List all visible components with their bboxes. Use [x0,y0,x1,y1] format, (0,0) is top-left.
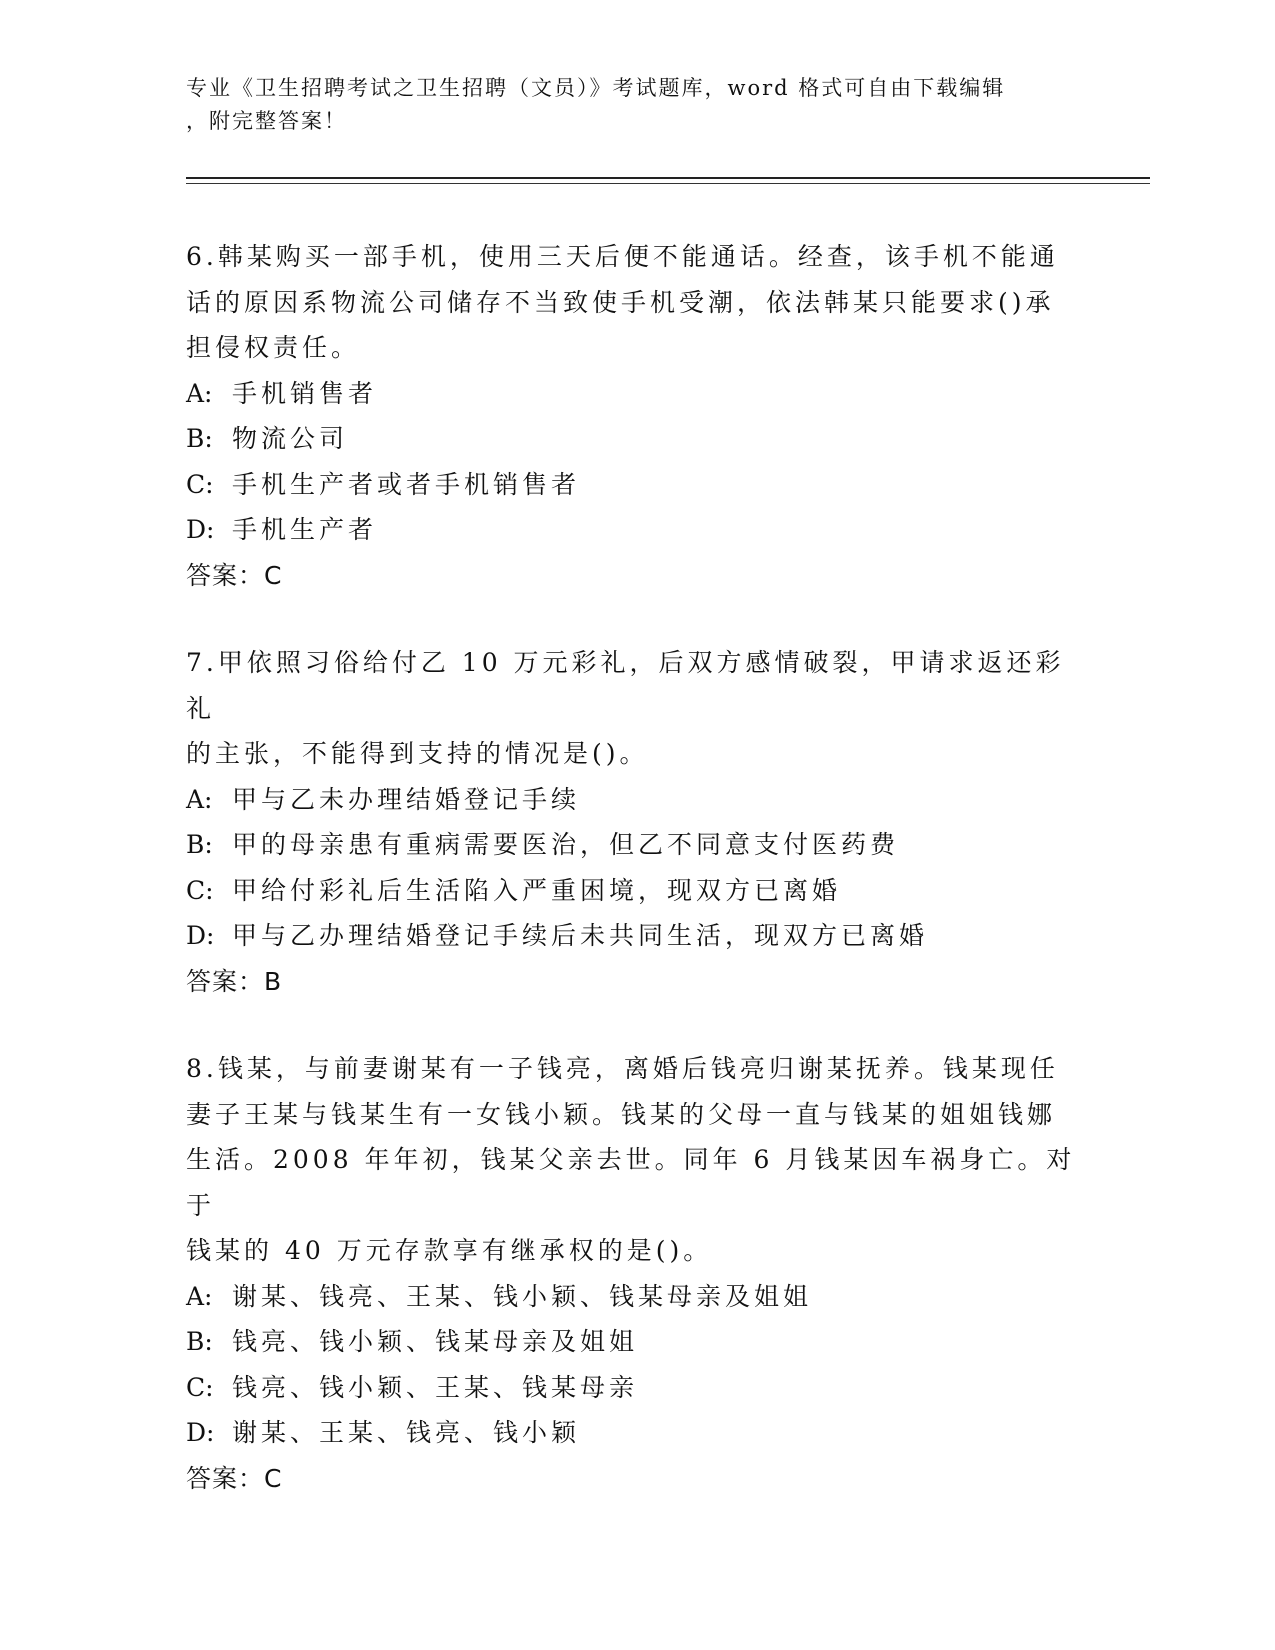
option-text: 谢某、钱亮、王某、钱小颖、钱某母亲及姐姐 [232,1281,813,1311]
answer: 答案：C [186,1463,283,1493]
option-label: D: [186,515,215,544]
option-c [186,462,1086,508]
option-text: 钱亮、钱小颖、王某、钱某母亲 [232,1372,639,1402]
option-d [186,507,1086,553]
question-stem-line: 妻子王某与钱某生有一女钱小颖。钱某的父母一直与钱某的姐姐钱娜 [186,1099,1057,1129]
option-text: 手机生产者 [232,515,378,544]
header-line-1: 专业《卫生招聘考试之卫生招聘（文员）》考试题库，word 格式可自由下载编辑 [186,76,1006,100]
answer: 答案：C [186,560,283,590]
option-text: 谢某、王某、钱亮、钱小颖 [232,1418,581,1447]
option-d [186,1410,1086,1456]
option-a [186,1274,1086,1320]
header-divider-thick [186,177,1150,179]
option-text: 钱亮、钱小颖、钱某母亲及姐姐 [232,1327,639,1356]
option-label: C: [186,469,214,499]
option-label: D: [186,1418,215,1447]
answer: 答案：B [186,966,283,996]
header-line-2: ，附完整答案！ [186,109,347,133]
option-text: 物流公司 [232,424,349,453]
option-label: C: [186,1372,214,1402]
option-c [186,868,1086,914]
option-text: 甲的母亲患有重病需要医治，但乙不同意支付医药费 [232,830,900,859]
option-label: B: [186,424,213,453]
option-text: 手机销售者 [232,378,378,408]
option-text: 甲与乙未办理结婚登记手续 [232,784,581,814]
option-label: A: [186,378,213,408]
question-stem-line: 的主张，不能得到支持的情况是()。 [186,739,649,768]
option-a [186,777,1086,823]
question-stem-line: 7.甲依照习俗给付乙 10 万元彩礼，后双方感情破裂，甲请求返还彩礼 [186,648,1065,723]
header-divider-thin [186,183,1150,184]
option-a [186,371,1086,417]
question-stem-line: 钱某的 40 万元存款享有继承权的是()。 [186,1236,713,1265]
question-7 [186,640,1086,1004]
option-b [186,822,1086,868]
question-list [186,234,1086,1543]
option-text: 甲给付彩礼后生活陷入严重困境，现双方已离婚 [232,875,842,905]
option-label: B: [186,1327,213,1356]
option-label: A: [186,1281,213,1311]
option-text: 手机生产者或者手机销售者 [232,469,581,499]
option-d [186,913,1086,959]
question-stem-line: 6.韩某购买一部手机，使用三天后便不能通话。经查，该手机不能通 [186,242,1059,271]
question-6 [186,234,1086,598]
document-header [186,72,1086,138]
option-label: D: [186,921,215,950]
question-stem-line: 8.钱某，与前妻谢某有一子钱亮，离婚后钱亮归谢某抚养。钱某现任 [186,1054,1059,1083]
option-text: 甲与乙办理结婚登记手续后未共同生活，现双方已离婚 [232,921,929,950]
question-8 [186,1046,1086,1501]
option-c [186,1365,1086,1411]
option-b [186,1319,1086,1365]
question-stem-line: 话的原因系物流公司储存不当致使手机受潮，依法韩某只能要求()承 [186,287,1055,317]
question-stem-line: 担侵权责任。 [186,333,361,362]
question-stem-line: 生活。2008 年年初，钱某父亲去世。同年 6 月钱某因车祸身亡。对于 [186,1145,1076,1220]
option-label: A: [186,784,213,814]
option-label: B: [186,830,213,859]
option-label: C: [186,875,214,905]
option-b [186,416,1086,462]
